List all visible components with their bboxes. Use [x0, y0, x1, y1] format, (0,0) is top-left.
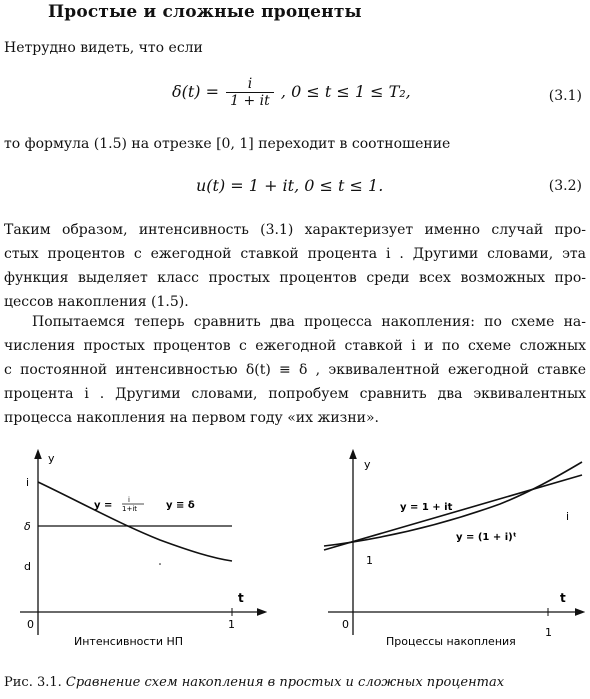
paragraph-line: процента i . Другими словами, попробуем сравнить два эквивалентных — [4, 386, 586, 402]
figure-right-accumulation — [300, 440, 590, 665]
y-axis-label: y — [48, 452, 55, 465]
side-label: i — [566, 510, 570, 523]
paragraph-line: Попытаемся теперь сравнить два процесса накопления: по схеме на- — [32, 314, 586, 330]
x-axis-label: t — [560, 591, 566, 605]
formula-condition: , 0 ≤ t ≤ 1 ≤ T₂, — [280, 82, 411, 101]
figure-left-intensities — [0, 440, 280, 665]
intro-line: Нетрудно видеть, что если — [4, 40, 203, 56]
intensity-curve — [38, 482, 232, 561]
formula-lhs: δ(t) = — [172, 82, 220, 101]
formula-fraction — [226, 76, 274, 109]
equation-number-3-2: (3.2) — [548, 178, 582, 194]
tick-d: d — [24, 560, 31, 573]
origin-label: 0 — [27, 618, 34, 631]
paragraph-line: стых процентов с ежегодной ставкой процента i . Другими словами, эта — [4, 246, 586, 262]
figure-right-caption: Процессы накопления — [386, 635, 516, 648]
curve-label: y = (1 + i)ᵗ — [456, 532, 517, 543]
compound-interest-curve — [324, 462, 582, 546]
paragraph-1 — [4, 218, 586, 314]
tick-i: i — [26, 476, 30, 489]
paragraph-2 — [4, 310, 586, 430]
origin-label: 0 — [342, 618, 349, 631]
figure-left-caption: Интенсивности НП — [74, 635, 184, 648]
paragraph-line: процесса накопления на первом году «их жизни». — [4, 410, 379, 426]
formula-3-2: u(t) = 1 + it, 0 ≤ t ≤ 1. — [196, 176, 384, 195]
x-one-label: 1 — [545, 626, 552, 639]
section-title: Простые и сложные проценты — [48, 2, 362, 22]
paragraph-line: Таким образом, интенсивность (3.1) характеризует именно случай про- — [4, 222, 586, 238]
paragraph-line: функция выделяет класс простых процентов среди всех возможных про- — [4, 270, 586, 286]
curve-label-prefix: y = — [94, 500, 113, 511]
tick-one: 1 — [366, 554, 373, 567]
paragraph-line: цессов накопления (1.5). — [4, 294, 189, 310]
transition-line: то формула (1.5) на отрезке [0, 1] переходит в соотношение — [4, 136, 451, 152]
simple-interest-line — [324, 475, 582, 550]
equation-number-3-1: (3.1) — [548, 88, 582, 104]
figure-caption — [4, 675, 504, 690]
x-axis-label: t — [238, 591, 244, 605]
fraction-numerator: i — [226, 76, 274, 93]
dot-mark — [159, 563, 161, 565]
fraction-denominator: 1 + it — [230, 93, 270, 109]
curve-label-den: 1+it — [122, 505, 138, 513]
curve-label-num: i — [128, 496, 130, 504]
y-axis-label: y — [364, 458, 371, 471]
figure-caption-text: Сравнение схем накопления в простых и сложных процентах — [65, 675, 505, 690]
paragraph-line: с постоянной интенсивностью δ(t) ≡ δ , эквивалентной ежегодной ставке — [4, 362, 586, 378]
line-label: y = 1 + it — [400, 502, 453, 513]
paragraph-line: числения простых процентов с ежегодной ставкой i и по схеме сложных — [4, 338, 586, 354]
tick-delta: δ — [24, 520, 31, 533]
figure-caption-prefix: Рис. 3.1. — [4, 675, 62, 690]
line-label: y ≡ δ — [166, 500, 195, 511]
x-one-label: 1 — [228, 618, 235, 631]
formula-3-1 — [172, 76, 411, 109]
